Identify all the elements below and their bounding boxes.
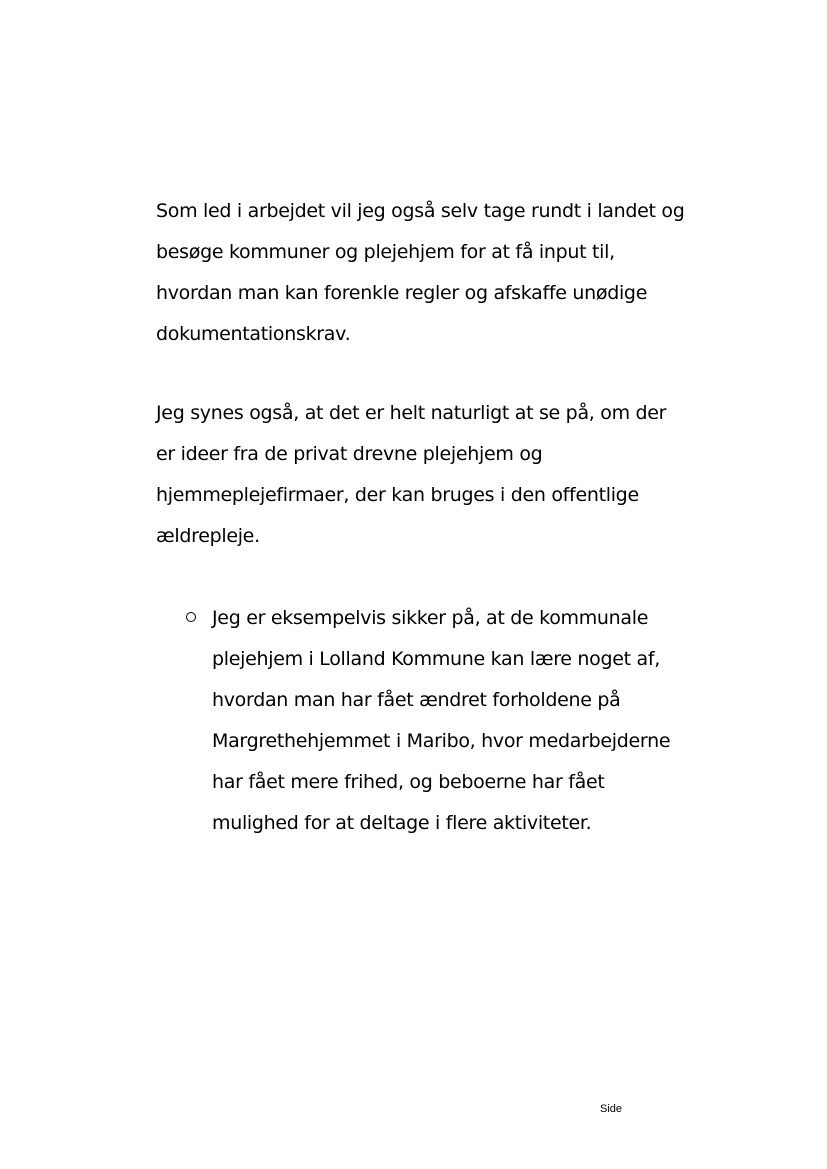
bullet-line: mulighed for at deltage i flere aktiviteter.: [212, 812, 592, 834]
paragraph-line: er ideer fra de privat drevne plejehjem og: [156, 443, 543, 465]
bullet-line: har fået mere frihed, og beboerne har fået: [212, 771, 605, 793]
paragraph-line: hjemmeplejefirmaer, der kan bruges i den offentlige: [156, 484, 639, 506]
paragraph-line: ældrepleje.: [156, 525, 260, 547]
bullet-line: Margrethehjemmet i Maribo, hvor medarbejderne: [212, 730, 671, 752]
hollow-circle-bullet-icon: [186, 612, 196, 622]
paragraph-line: dokumentationskrav.: [156, 323, 351, 345]
paragraph-private-ideas: [156, 393, 696, 557]
bullet-line: hvordan man har fået ændret forholdene på: [212, 689, 621, 711]
paragraph-line: hvordan man kan forenkle regler og afskaffe unødige: [156, 282, 648, 304]
bullet-text: [212, 598, 706, 844]
bullet-line: Jeg er eksempelvis sikker på, at de kommunale: [212, 607, 649, 629]
bullet-line: plejehjem i Lolland Kommune kan lære noget af,: [212, 648, 660, 670]
paragraph-line: besøge kommuner og plejehjem for at få input til,: [156, 241, 615, 263]
page-footer-label: Side: [600, 1103, 623, 1115]
paragraph-field-visits: [156, 191, 696, 355]
paragraph-line: Jeg synes også, at det er helt naturligt at se på, om der: [156, 402, 667, 424]
paragraph-line: Som led i arbejdet vil jeg også selv tage rundt i landet og: [156, 200, 685, 222]
